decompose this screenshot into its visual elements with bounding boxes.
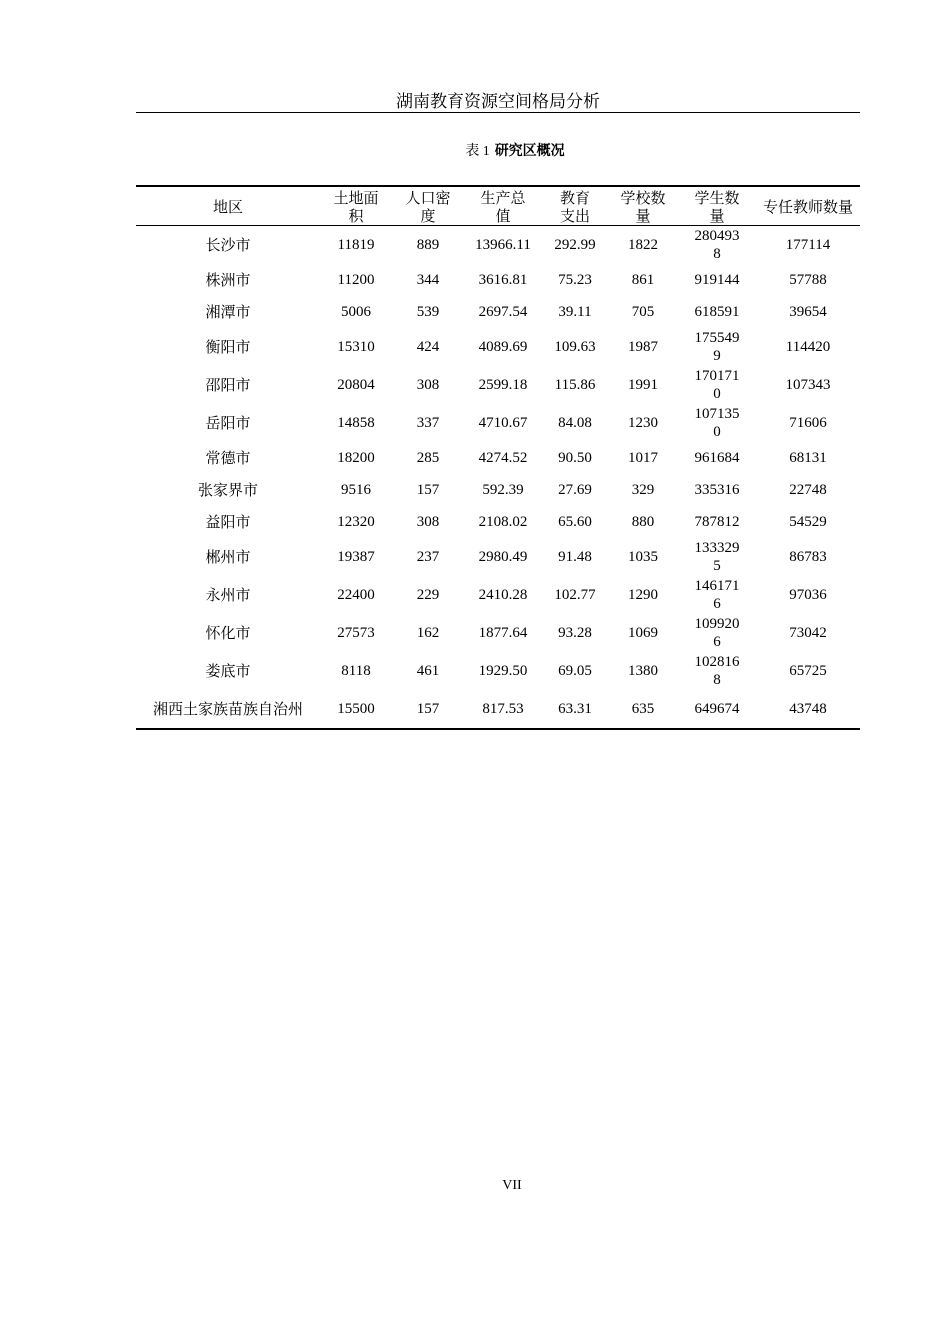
table-cell: 292.99 [554,237,596,253]
table-cell: 308 [416,377,440,393]
table-row [136,366,860,404]
table-cell: 1461716 [694,578,740,612]
table-cell: 889 [416,237,440,253]
table-cell: 91.48 [558,549,592,565]
table-cell: 229 [416,587,440,603]
column-header: 人口密度 [392,186,464,226]
table-caption [136,140,894,160]
table-cell: 817.53 [482,701,524,717]
table-cell: 97036 [789,587,827,603]
table-cell: 1877.64 [478,625,528,641]
table-cell: 880 [631,514,655,530]
table-cell: 43748 [789,701,827,717]
table-cell: 1333295 [694,540,740,574]
table-cell: 73042 [789,625,827,641]
table-cell: 3616.81 [478,272,528,288]
table-cell: 329 [631,482,655,498]
table-cell: 705 [631,304,655,320]
table-row [136,506,860,538]
table-cell: 65.60 [558,514,592,530]
table-row [136,442,860,474]
column-header: 专任教师数量 [756,186,860,226]
table-cell: 75.23 [558,272,592,288]
table-caption-title: 研究区概况 [494,143,565,159]
table-cell: 14858 [337,415,375,431]
table-cell: 1929.50 [478,663,528,679]
column-header: 学校数量 [608,186,678,226]
table-cell: 71606 [789,415,827,431]
table-cell: 15500 [337,701,375,717]
table-cell: 68131 [789,450,827,466]
region-cell: 益阳市 [205,513,251,531]
table-cell: 4274.52 [478,450,528,466]
table-cell: 54529 [789,514,827,530]
table-cell: 1035 [628,549,658,565]
region-cell: 株洲市 [205,271,251,289]
table-cell: 13966.11 [475,237,531,253]
table-cell: 1028168 [694,654,740,688]
table-row [136,328,860,366]
table-cell: 157 [416,482,440,498]
table-cell: 539 [416,304,440,320]
table-cell: 335316 [694,482,740,498]
table-cell: 39.11 [558,304,592,320]
table-cell: 19387 [337,549,375,565]
table-row [136,652,860,690]
column-header: 学生数量 [678,186,756,226]
region-cell: 永州市 [205,586,251,604]
running-header: 湖南教育资源空间格局分析 [396,92,600,112]
table-cell: 157 [416,701,440,717]
table-cell: 2410.28 [478,587,528,603]
table-cell: 102.77 [554,587,596,603]
region-cell: 衡阳市 [205,338,251,356]
table-cell: 177114 [785,237,831,253]
table-cell: 86783 [789,549,827,565]
table-cell: 1987 [628,339,658,355]
table-cell: 109.63 [554,339,596,355]
table-cell: 65725 [789,663,827,679]
table-cell: 2980.49 [478,549,528,565]
table-cell: 1290 [628,587,658,603]
column-header: 教育支出 [542,186,608,226]
column-header: 土地面积 [320,186,392,226]
table-cell: 84.08 [558,415,592,431]
table-cell: 8118 [341,663,371,679]
region-cell: 湘西土家族苗族自治州 [153,700,304,718]
table-cell: 107343 [785,377,831,393]
table-cell: 635 [631,701,655,717]
column-header: 生产总值 [464,186,542,226]
table-cell: 2599.18 [478,377,528,393]
table-cell: 90.50 [558,450,592,466]
table-cell: 618591 [694,304,740,320]
table-cell: 424 [416,339,440,355]
table-row [136,296,860,328]
table-cell: 63.31 [558,701,592,717]
table-cell: 237 [416,549,440,565]
region-cell: 郴州市 [205,548,251,566]
table-row [136,614,860,652]
table-cell: 1755499 [694,330,740,364]
table-cell: 919144 [694,272,740,288]
table-row [136,264,860,296]
table-cell: 27573 [337,625,375,641]
table-cell: 20804 [337,377,375,393]
table-cell: 39654 [789,304,827,320]
table-header-row [136,186,860,226]
table-cell: 2804938 [694,228,740,262]
study-area-table [136,185,860,730]
table-cell: 11200 [337,272,375,288]
table-cell: 18200 [337,450,375,466]
table-cell: 69.05 [558,663,592,679]
table-cell: 1099206 [694,616,740,650]
region-cell: 岳阳市 [205,414,251,432]
table-cell: 11819 [337,237,375,253]
region-cell: 娄底市 [205,662,251,680]
table-cell: 27.69 [558,482,592,498]
table-cell: 1071350 [694,406,740,440]
table-cell: 1380 [628,663,658,679]
table-cell: 93.28 [558,625,592,641]
region-cell: 湘潭市 [205,303,251,321]
table-cell: 2697.54 [478,304,528,320]
table-row [136,474,860,506]
table-row [136,576,860,614]
table-cell: 12320 [337,514,375,530]
column-header: 地区 [136,186,320,226]
table-cell: 592.39 [482,482,524,498]
region-cell: 张家界市 [197,481,258,499]
table-cell: 308 [416,514,440,530]
table-cell: 1991 [628,377,658,393]
table-row [136,690,860,729]
region-cell: 邵阳市 [205,376,251,394]
table-cell: 15310 [337,339,375,355]
table-cell: 861 [631,272,655,288]
table-cell: 337 [416,415,440,431]
table-cell: 285 [416,450,440,466]
table-cell: 22748 [789,482,827,498]
table-cell: 22400 [337,587,375,603]
table-cell: 1017 [628,450,658,466]
table-row [136,226,860,265]
table-row [136,538,860,576]
table-cell: 1230 [628,415,658,431]
table-cell: 9516 [341,482,371,498]
table-cell: 4710.67 [478,415,528,431]
table-cell: 1701710 [694,368,740,402]
table-cell: 114420 [785,339,831,355]
table-cell: 787812 [694,514,740,530]
table-caption-label: 表 1 [465,144,490,159]
table-cell: 344 [416,272,440,288]
table-cell: 5006 [341,304,371,320]
table-cell: 1822 [628,237,658,253]
page-number: VII [502,1178,522,1193]
table-cell: 461 [416,663,440,679]
region-cell: 长沙市 [205,236,251,254]
table-cell: 2108.02 [478,514,528,530]
table-cell: 115.86 [554,377,596,393]
region-cell: 常德市 [205,449,251,467]
region-cell: 怀化市 [205,624,251,642]
table-row [136,404,860,442]
table-cell: 4089.69 [478,339,528,355]
table-cell: 1069 [628,625,658,641]
table-cell: 162 [416,625,440,641]
table-cell: 57788 [789,272,827,288]
table-cell: 649674 [694,701,740,717]
header-rule [136,112,860,113]
table-cell: 961684 [694,450,740,466]
